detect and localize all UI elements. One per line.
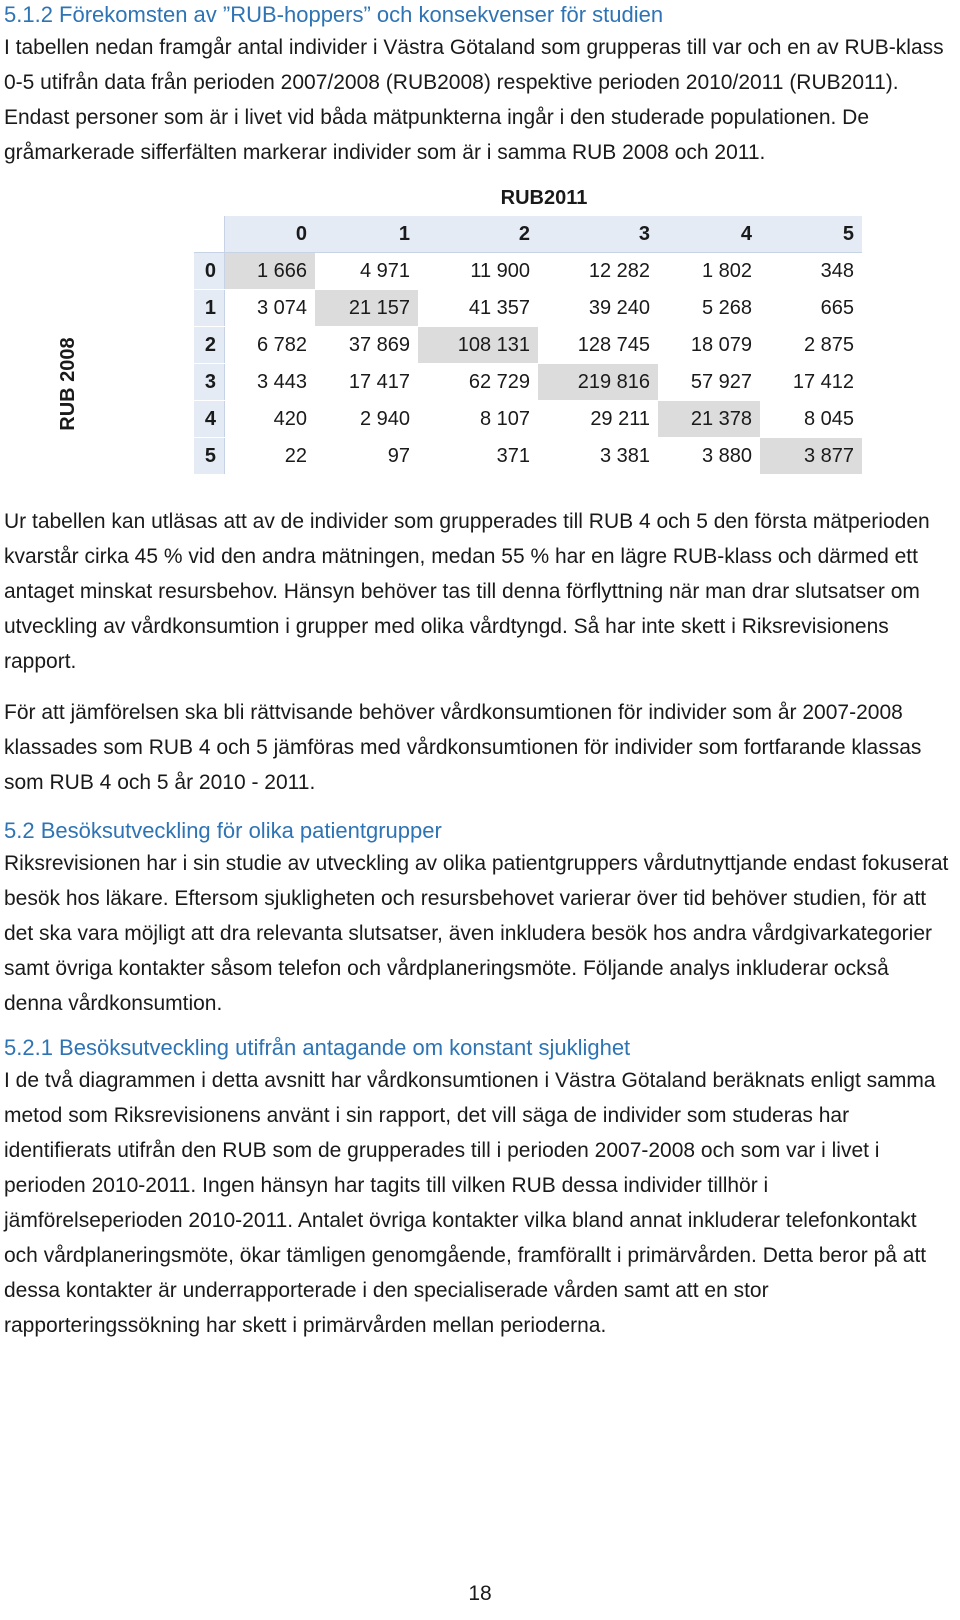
column-header: 4 [658,216,760,253]
section-heading-constant-morbidity: 5.2.1 Besöksutveckling utifrån antagande om konstant sjuklighet [4,1035,631,1060]
table-cell: 371 [418,438,538,475]
section-heading-visit-development: 5.2 Besöksutveckling för olika patientgrupper [4,818,442,843]
table-cell: 128 745 [538,327,658,364]
table-cell: 18 079 [658,327,760,364]
table-cell: 22 [225,438,316,475]
table-header-row [194,216,862,253]
table-row [194,290,862,327]
table-cell: 8 045 [760,401,862,438]
table-cell: 1 802 [658,253,760,290]
column-header: 0 [225,216,316,253]
constant-morbidity-paragraph: I de två diagrammen i detta avsnitt har vårdkonsumtionen i Västra Götaland beräknats enligt samma metod som Riksrevisionens använt i sin rapport, det vill säga de individer som studeras har identifierats utifrån den RUB som de grupperades till i perioden 2007-2008 och som var i livet i perioden 2010-2011. Ingen hänsyn har tagits till vilken RUB dessa individer tillhör i jämförelseperioden 2010-2011. Antalet övriga kontakter vilka bland annat inkluderar telefonkontakt och vårdplaneringsmöte, ökar tämligen genomgående, framförallt i primärvården. Detta beror på att dessa kontakter är underrapporterade i den specialiserade vården samt att en stor rapporteringssökning har skett i primärvården mellan perioderna. [4,1069,936,1337]
column-header: 5 [760,216,862,253]
intro-paragraph: I tabellen nedan framgår antal individer i Västra Götaland som grupperas till var och en av RUB-klass 0-5 utifrån data från perioden 2007/2008 (RUB2008) respektive perioden 2010/2011 (RUB2011). Endast personer som är i livet vid båda mätpunkterna ingår i den studerade populationen. De gråmarkerade sifferfälten markerar individer som är i samma RUB 2008 och 2011. [4,36,944,164]
rub-matrix [194,216,862,475]
table-cell: 4 971 [315,253,418,290]
table-cell: 21 378 [658,401,760,438]
column-caption: RUB2011 [500,187,588,209]
table-cell: 29 211 [538,401,658,438]
table-cell: 348 [760,253,862,290]
table-cell: 3 880 [658,438,760,475]
table-row [194,438,862,475]
row-header: 2 [194,327,225,364]
table-cell: 3 877 [760,438,862,475]
table-cell: 665 [760,290,862,327]
row-header: 1 [194,290,225,327]
row-caption: RUB 2008 [57,337,79,431]
table-cell: 3 381 [538,438,658,475]
table-cell: 12 282 [538,253,658,290]
row-header: 3 [194,364,225,401]
table-cell: 2 940 [315,401,418,438]
table-cell: 41 357 [418,290,538,327]
row-header: 0 [194,253,225,290]
table-cell: 97 [315,438,418,475]
table-cell: 5 268 [658,290,760,327]
document-page [4,0,952,1343]
table-cell: 1 666 [225,253,316,290]
result-paragraph: Ur tabellen kan utläsas att av de individer som grupperades till RUB 4 och 5 den första mätperioden kvarstår cirka 45 % vid den andra mätningen, medan 55 % har en lägre RUB-klass och därmed ett antaget minskat resursbehov. Hänsyn behöver tas till denna förflyttning när man drar slutsatser om utveckling av vårdkonsumtion i grupper med olika vårdtyngd. Så har inte skett i Riksrevisionens rapport. [4,510,930,673]
table-cell: 8 107 [418,401,538,438]
table-row [194,364,862,401]
column-header: 2 [418,216,538,253]
section-heading-rub-hoppers: 5.1.2 Förekomsten av ”RUB-hoppers” och konsekvenser för studien [4,2,664,27]
table-cell: 17 417 [315,364,418,401]
column-header: 3 [538,216,658,253]
row-header: 4 [194,401,225,438]
visit-development-paragraph: Riksrevisionen har i sin studie av utveckling av olika patientgruppers vårdutnyttjande endast fokuserat besök hos läkare. Eftersom sjukligheten och resursbehovet varierar över tid behöver studien, för att det ska vara möjligt att dra relevanta slutsatser, även inkludera besök hos andra vårdgivarkategorier samt övriga kontakter såsom telefon och vårdplaneringsmöte. Följande analys inkluderar också denna vårdkonsumtion. [4,852,949,1015]
table-cell: 17 412 [760,364,862,401]
table-cell: 6 782 [225,327,316,364]
table-cell: 108 131 [418,327,538,364]
table-corner-cell [194,216,225,253]
table-cell: 37 869 [315,327,418,364]
table-row [194,253,862,290]
table-cell: 219 816 [538,364,658,401]
column-header: 1 [315,216,418,253]
table-cell: 3 074 [225,290,316,327]
row-header: 5 [194,438,225,475]
table-cell: 39 240 [538,290,658,327]
table-cell: 62 729 [418,364,538,401]
table-cell: 2 875 [760,327,862,364]
table-cell: 420 [225,401,316,438]
table-cell: 21 157 [315,290,418,327]
table-cell: 57 927 [658,364,760,401]
table-row [194,401,862,438]
page-number: 18 [468,1582,492,1605]
table-cell: 11 900 [418,253,538,290]
table-cell: 3 443 [225,364,316,401]
comparison-paragraph: För att jämförelsen ska bli rättvisande behöver vårdkonsumtionen för individer som år 2007-2008 klassades som RUB 4 och 5 jämföras med vårdkonsumtionen för individer som fortfarande klassas som RUB 4 och 5 år 2010 - 2011. [4,701,922,794]
table-row [194,327,862,364]
rub-transition-table [4,182,952,474]
